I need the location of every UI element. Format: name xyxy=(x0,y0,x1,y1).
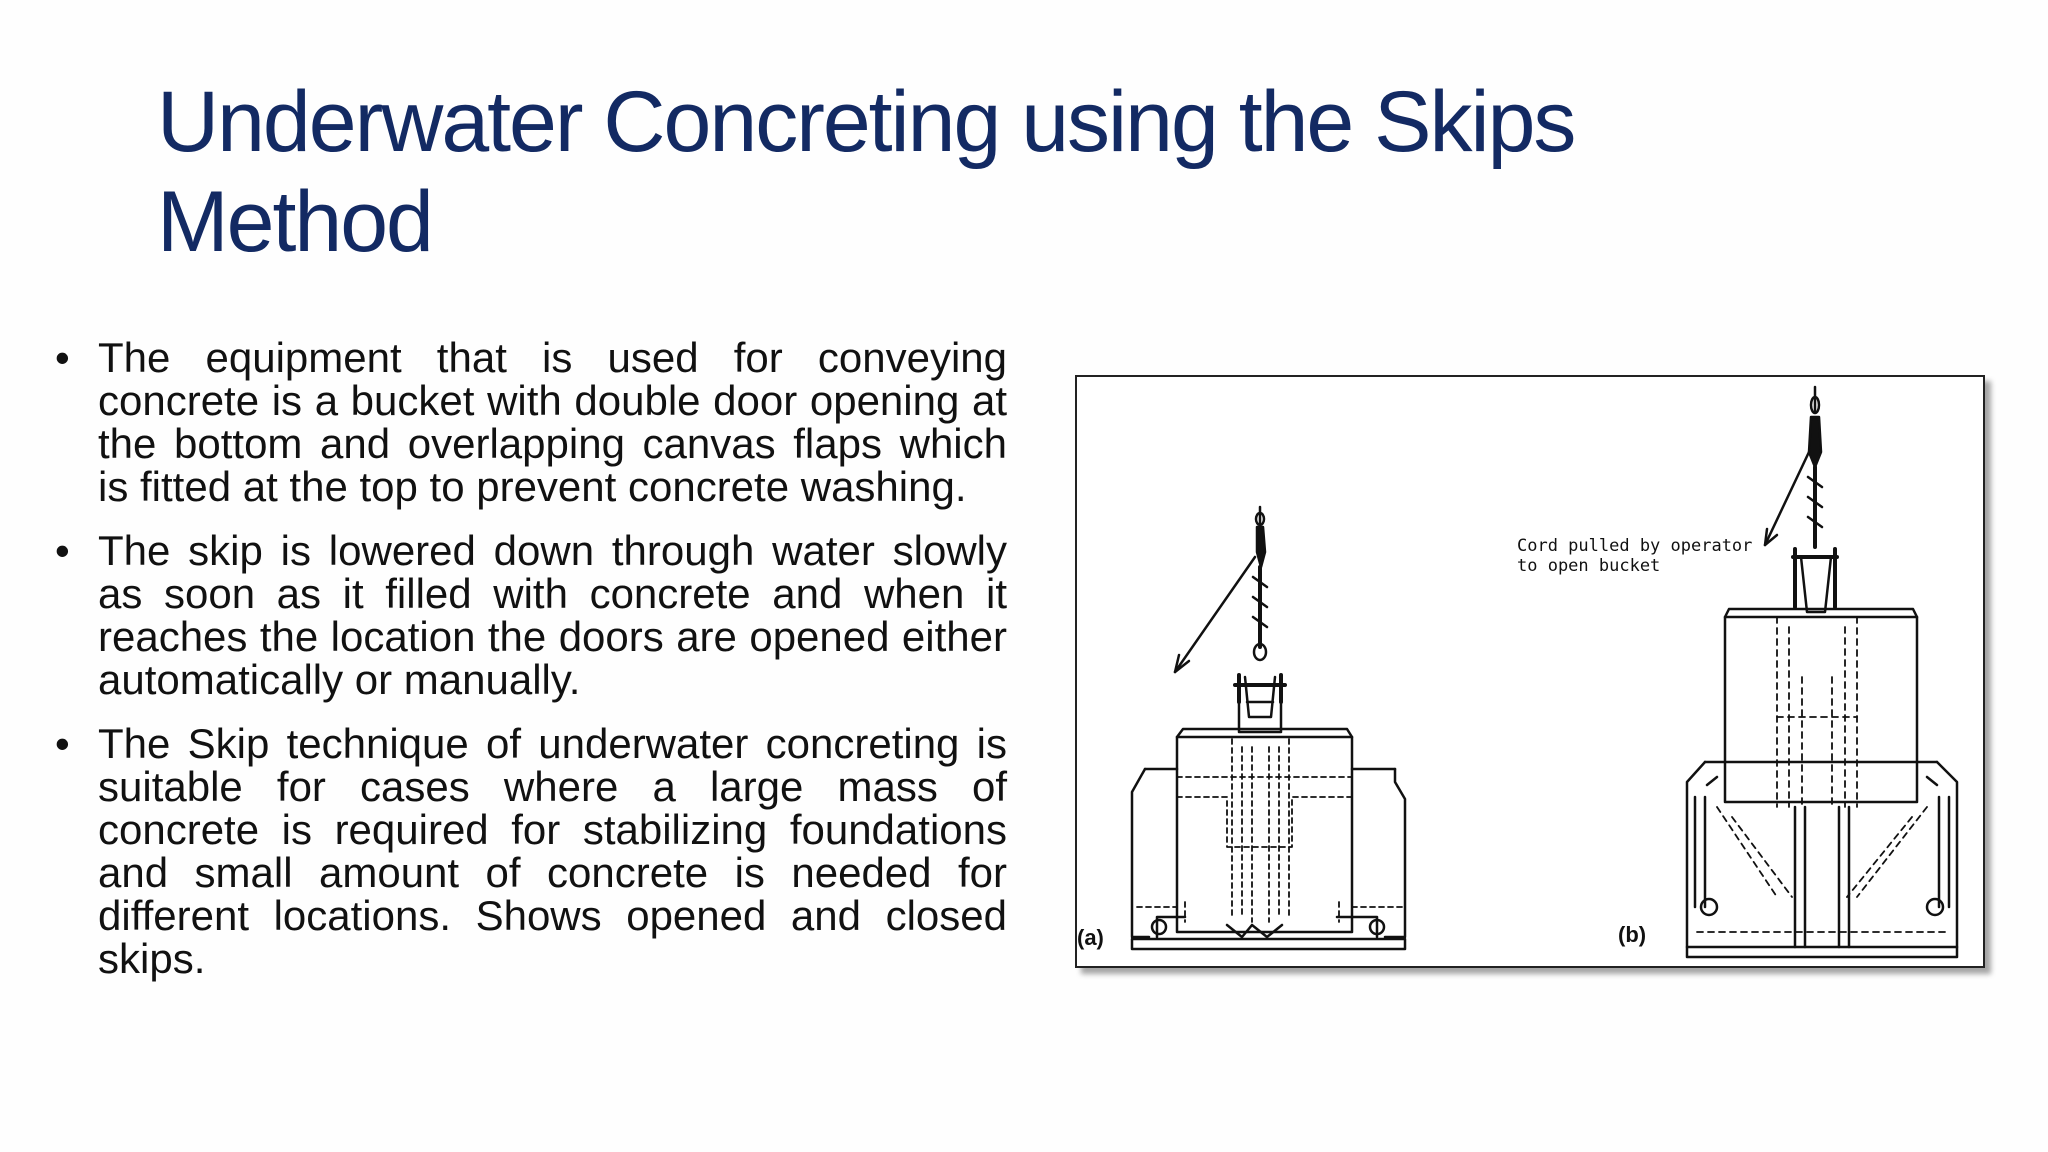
bullet-dot-icon: • xyxy=(55,334,70,381)
slide-title xyxy=(157,72,1717,272)
bullet-dot-icon: • xyxy=(55,720,70,767)
figure-label-a: (a) xyxy=(1077,925,1104,950)
slide-title-line-1: Underwater Concreting using the Skips xyxy=(157,74,1575,170)
slide-title-line-2: Method xyxy=(157,174,432,270)
bullet-item-suitability xyxy=(55,722,1007,980)
bullet-item-equipment xyxy=(55,336,1007,508)
cord-annotation-line-2: to open bucket xyxy=(1517,556,1661,576)
bullet-list xyxy=(55,336,1007,1001)
bullet-text: The skip is lowered down through water slowly as soon as it filled with concrete and when it reaches the location the doors are opened either automatically or manually. xyxy=(98,527,1007,703)
bullet-text: The equipment that is used for conveying concrete is a bucket with double door opening at the bottom and overlapping canvas flaps which is fitted at the top to prevent concrete washing. xyxy=(98,334,1007,510)
closed-skip-drawing xyxy=(1132,507,1405,949)
bullet-item-lowering xyxy=(55,529,1007,701)
skip-diagram-svg xyxy=(1077,377,1983,966)
opened-skip-drawing xyxy=(1687,387,1957,957)
figure-label-b: (b) xyxy=(1618,922,1647,947)
skip-diagram-figure xyxy=(1075,375,1985,968)
bullet-text: The Skip technique of underwater concreting is suitable for cases where a large mass of concrete is required for stabilizing foundations and small amount of concrete is needed for different locations. Shows opened and closed skips. xyxy=(98,720,1007,982)
cord-annotation-line-1: Cord pulled by operator xyxy=(1517,536,1753,556)
bullet-dot-icon: • xyxy=(55,527,70,574)
